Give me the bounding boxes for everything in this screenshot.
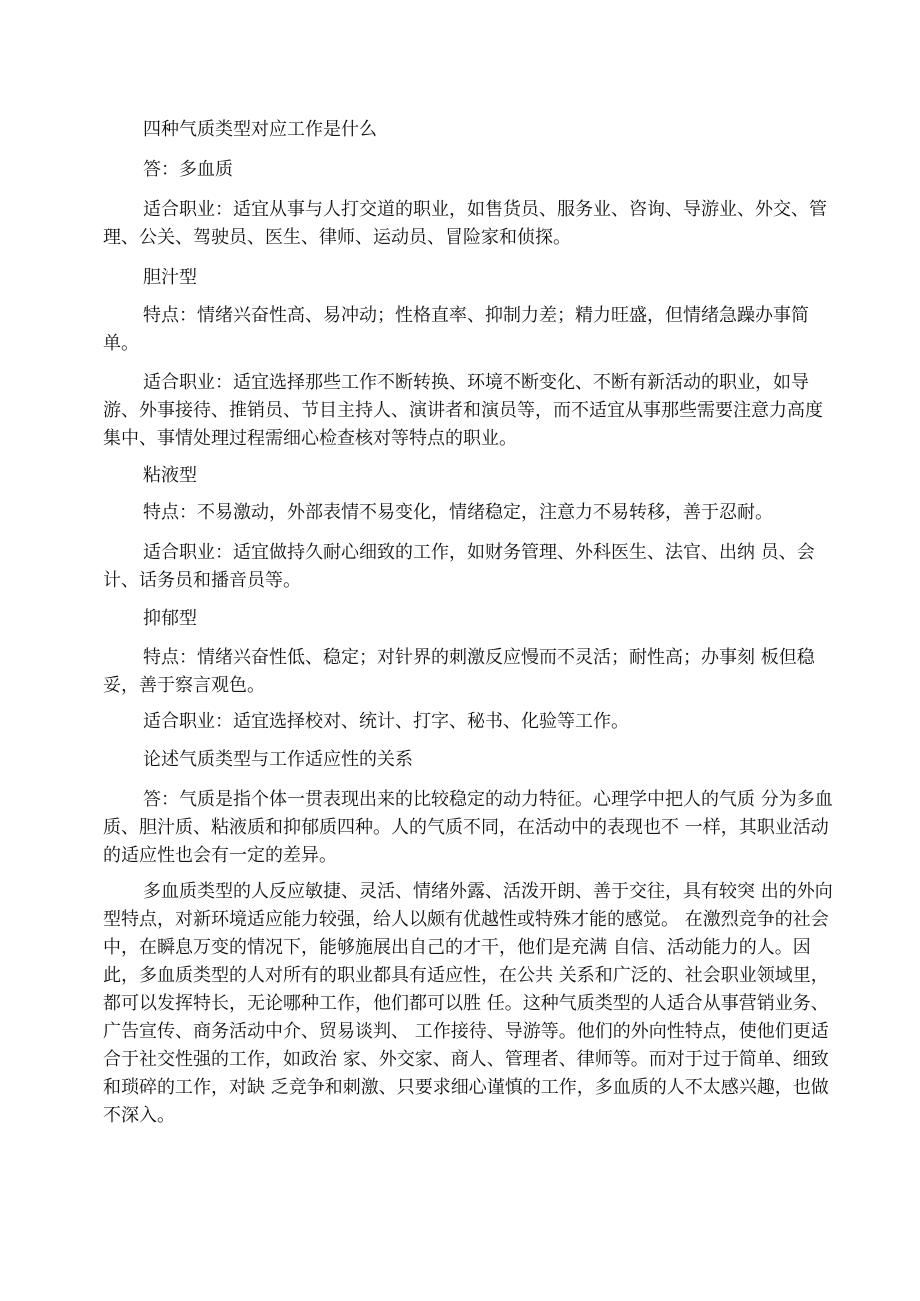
document-title: 四种气质类型对应工作是什么 <box>143 119 377 140</box>
essay-answer-intro: 答：气质是指个体一贯表现出来的比较稳定的动力特征。心理学中把人的气质 分为多血质、胆汁质、粘液质和抑郁质四种。人的气质不同，在活动中的表现也不 一样，其职业活动的适应性也会有一定的差异。 <box>103 789 833 866</box>
melancholic-traits: 特点：情绪兴奋性低、稳定；对针界的刺激反应慢而不灵活；耐性高；办事刻 板但稳妥，善于察言观色。 <box>103 647 815 696</box>
answer-sanguine-label: 答：多血质 <box>143 159 233 180</box>
choleric-careers: 适合职业：适宜选择那些工作不断转换、环境不断变化、不断有新活动的职业，如导游、外事接待、推销员、节目主持人、演讲者和演员等，而不适宜从事那些需要注意力高度集中、事情处理过程需细心检查核对等特点的职业。 <box>103 372 823 449</box>
choleric-traits: 特点：情绪兴奋性高、易冲动；性格直率、抑制力差；精力旺盛，但情绪急躁办事简单。 <box>103 305 809 354</box>
phlegmatic-traits: 特点：不易激动，外部表情不易变化，情绪稳定，注意力不易转移，善于忍耐。 <box>143 502 773 523</box>
melancholic-careers: 适合职业：适宜选择校对、统计、打字、秘书、化验等工作。 <box>143 711 629 732</box>
phlegmatic-heading: 粘液型 <box>143 465 197 486</box>
phlegmatic-careers: 适合职业：适宜做持久耐心细致的工作，如财务管理、外科医生、法官、出纳 员、会计、话务员和播音员等。 <box>103 542 815 591</box>
essay-answer-sanguine: 多血质类型的人反应敏捷、灵活、情绪外露、活泼开朗、善于交往，具有较突 出的外向型特点，对新环境适应能力较强，给人以颇有优越性或特殊才能的感觉。 在激烈竞争的社会中，在瞬息万变的情况下，能够施展出自己的才干，他们是充满 自信、活动能力的人。因此，多血质类型的人对所有的职业都具有适应性，在公共 关系和广泛的、社会职业领域里，都可以发挥特长，无论哪种工作，他们都可以胜 任。这种气质类型的人适合从事营销业务、广告宣传、商务活动中介、贸易谈判、 工作接待、导游等。他们的外向性特点，使他们更适合于社交性强的工作，如政治 家、外交家、商人、管理者、律师等。而对于过于简单、细致和琐碎的工作，对缺 乏竞争和刺激、只要求细心谨慎的工作，多血质的人不太感兴趣，也做不深入。 <box>103 881 833 1126</box>
melancholic-heading: 抑郁型 <box>143 608 197 629</box>
choleric-heading: 胆汁型 <box>143 267 197 288</box>
sanguine-careers: 适合职业：适宜从事与人打交道的职业，如售货员、服务业、咨询、导游业、外交、管理、公关、驾驶员、医生、律师、运动员、冒险家和侦探。 <box>103 199 827 248</box>
essay-question: 论述气质类型与工作适应性的关系 <box>143 749 413 770</box>
